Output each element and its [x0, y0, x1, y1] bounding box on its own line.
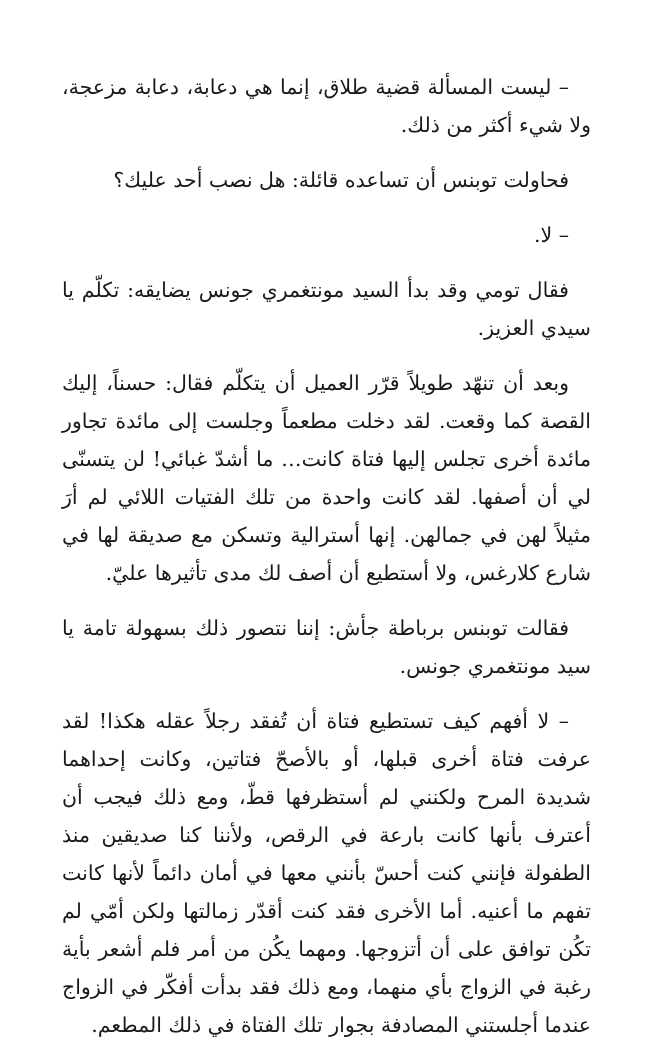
paragraph-7: – لا أفهم كيف تستطيع فتاة أن تُفقد رجلاً عقله هكذا! لقد عرفت فتاة أخرى قبلها، أو بالأصحّ فتاتين، وكانت إحداهما شديدة المرح ولكنني لم أستظرفها قطّ، ومع ذلك فيجب أن أعترف بأنها كانت بارعة في الرقص، ولأننا كنا صديقين منذ الطفولة فإنني كنت أحسّ بأنني معها في أمان دائماً لأنها كانت تفهم ما أعنيه. أما الأخرى فقد كنت أقدّر زمالتها ولكن أمّي لم تكُن توافق على أن أتزوجها. ومهما يكُن من أمر فلم أشعر بأية رغبة في الزواج بأي منهما، ومع ذلك فقد بدأت أفكّر في الزواج عندما أجلستني المصادفة بجوار تلك الفتاة في ذلك المطعم. — [62, 709, 591, 1037]
paragraph-6: فقالت توبنس برباطة جأش: إننا نتصور ذلك بسهولة تامة يا سيد مونتغمري جونس. — [62, 616, 591, 678]
paragraph-5: وبعد أن تنهّد طويلاً قرّر العميل أن يتكلّم فقال: حسناً، إليك القصة كما وقعت. لقد دخلت مطعماً وجلست إلى مائدة تجاور مائدة أخرى تجلس إليها فتاة كانت… ما أشدّ غبائي! لن يتسنّى لي أن أصفها. لقد كانت واحدة من تلك الفتيات اللائي لم أرَ مثيلاً لهن في جمالهن. إنها أسترالية وتسكن مع صديقة لها في شارع كلارغس، ولا أستطيع أن أصف لك مدى تأثيرها عليّ. — [62, 371, 591, 585]
paragraph-4: فقال تومي وقد بدأ السيد مونتغمري جونس يضايقه: تكلّم يا سيدي العزيز. — [62, 278, 591, 340]
paragraph-2: فحاولت توبنس أن تساعده قائلة: هل نصب أحد عليك؟ — [113, 168, 569, 192]
paragraph-3: – لا. — [534, 223, 569, 247]
paragraph-1: – ليست المسألة قضية طلاق، إنما هي دعابة، دعابة مزعجة، ولا شيء أكثر من ذلك. — [62, 75, 591, 137]
